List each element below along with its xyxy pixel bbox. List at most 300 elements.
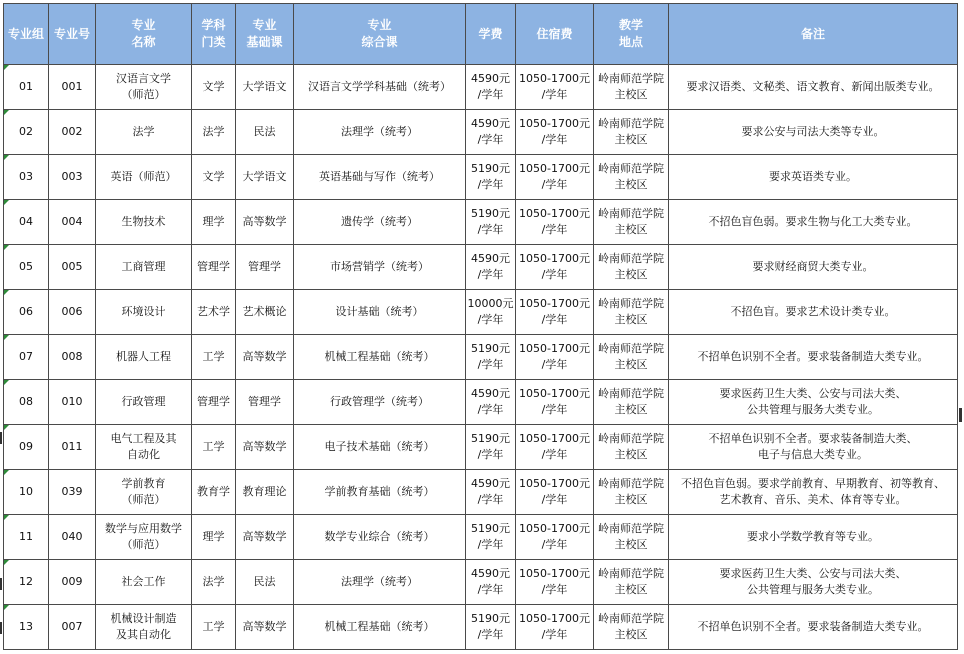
table-row xyxy=(4,110,958,155)
cell-location[interactable] xyxy=(594,65,669,110)
cell-comprehensive[interactable] xyxy=(294,155,466,200)
cell-code[interactable] xyxy=(49,560,96,605)
cell-basic-text: 管理学 xyxy=(248,260,281,273)
cell-remarks[interactable] xyxy=(669,65,958,110)
cell-tuition-line: 4590元 xyxy=(471,387,510,400)
cell-lodging-line: /学年 xyxy=(541,88,568,101)
cell-lodging-line: /学年 xyxy=(541,403,568,416)
cell-basic-text: 民法 xyxy=(253,125,276,138)
cell-tuition-line: /学年 xyxy=(477,268,504,281)
cell-basic-text: 高等数学 xyxy=(242,350,287,363)
cell-tuition-line: 4590元 xyxy=(471,72,510,85)
cell-group[interactable] xyxy=(4,245,49,290)
cell-tuition-line: 5190元 xyxy=(471,207,510,220)
header-remarks[interactable] xyxy=(669,4,958,65)
cell-location[interactable] xyxy=(594,470,669,515)
cell-lodging-line: 1050-1700元 xyxy=(519,117,590,130)
cell-comprehensive-text: 遗传学（统考） xyxy=(341,215,418,228)
cell-name-line: 环境设计 xyxy=(121,305,166,318)
cell-name[interactable] xyxy=(96,605,192,650)
table-body xyxy=(4,65,958,650)
cell-name-line: 工商管理 xyxy=(121,260,166,273)
cell-tuition-line: 5190元 xyxy=(471,522,510,535)
cell-comprehensive-text: 设计基础（统考） xyxy=(335,305,424,318)
cell-group[interactable] xyxy=(4,380,49,425)
cell-group-text: 05 xyxy=(19,260,33,273)
cell-group[interactable] xyxy=(4,65,49,110)
cell-group-text: 11 xyxy=(19,530,33,543)
cell-code-text: 007 xyxy=(61,620,83,633)
cell-tuition-line: /学年 xyxy=(477,448,504,461)
cell-location-line: 主校区 xyxy=(614,358,648,371)
cell-lodging[interactable] xyxy=(516,605,594,650)
cell-tuition[interactable] xyxy=(466,605,516,650)
cell-comprehensive-text: 电子技术基础（统考） xyxy=(324,440,435,453)
cell-group[interactable] xyxy=(4,290,49,335)
cell-group[interactable] xyxy=(4,515,49,560)
cell-remarks-line: 公共管理与服务大类专业。 xyxy=(747,403,879,416)
cell-group[interactable] xyxy=(4,425,49,470)
cell-group[interactable] xyxy=(4,155,49,200)
cell-remarks-line: 不招单色识别不全者。要求装备制造大类、 xyxy=(708,432,918,445)
cell-basic[interactable] xyxy=(236,560,294,605)
cell-basic[interactable] xyxy=(236,155,294,200)
header-name-line: 专业 xyxy=(131,18,156,32)
cell-name-line: 及其自动化 xyxy=(116,628,171,641)
edge-mark-left-2 xyxy=(0,578,2,590)
cell-lodging[interactable] xyxy=(516,110,594,155)
cell-basic[interactable] xyxy=(236,245,294,290)
cell-group-text: 04 xyxy=(19,215,33,228)
cell-lodging[interactable] xyxy=(516,515,594,560)
cell-remarks-line: 不招色盲。要求艺术设计类专业。 xyxy=(730,305,896,318)
cell-name[interactable] xyxy=(96,290,192,335)
cell-group-text: 10 xyxy=(19,485,33,498)
cell-lodging-line: /学年 xyxy=(541,268,568,281)
cell-lodging-line: 1050-1700元 xyxy=(519,207,590,220)
cell-location[interactable] xyxy=(594,605,669,650)
cell-comprehensive[interactable] xyxy=(294,110,466,155)
cell-category-text: 管理学 xyxy=(197,395,230,408)
cell-category[interactable] xyxy=(192,425,236,470)
cell-group[interactable] xyxy=(4,560,49,605)
cell-tuition[interactable] xyxy=(466,425,516,470)
cell-name[interactable] xyxy=(96,470,192,515)
cell-basic-text: 高等数学 xyxy=(242,440,287,453)
cell-lodging-line: 1050-1700元 xyxy=(519,567,590,580)
cell-category-text: 管理学 xyxy=(197,260,230,273)
cell-remarks-line: 要求汉语类、文秘类、语文教育、新闻出版类专业。 xyxy=(686,80,940,93)
cell-code-text: 005 xyxy=(61,260,83,273)
cell-name-line: 汉语言文学 xyxy=(116,72,171,85)
cell-location[interactable] xyxy=(594,290,669,335)
cell-remarks[interactable] xyxy=(669,380,958,425)
cell-remarks[interactable] xyxy=(669,515,958,560)
cell-lodging-line: /学年 xyxy=(541,133,568,146)
cell-location[interactable] xyxy=(594,380,669,425)
cell-basic[interactable] xyxy=(236,515,294,560)
cell-tuition-line: /学年 xyxy=(477,178,504,191)
cell-category[interactable] xyxy=(192,605,236,650)
header-tuition[interactable] xyxy=(466,4,516,65)
cell-category-text: 文学 xyxy=(202,80,225,93)
cell-remarks-line: 要求小学数学教育等专业。 xyxy=(747,530,879,543)
cell-group-text: 07 xyxy=(19,350,33,363)
cell-code[interactable] xyxy=(49,245,96,290)
cell-remarks[interactable] xyxy=(669,560,958,605)
cell-basic[interactable] xyxy=(236,335,294,380)
cell-comprehensive-text: 法理学（统考） xyxy=(341,575,418,588)
table-row xyxy=(4,335,958,380)
cell-location-line: 岭南师范学院 xyxy=(598,432,664,445)
cell-group[interactable] xyxy=(4,470,49,515)
cell-code[interactable] xyxy=(49,470,96,515)
cell-basic[interactable] xyxy=(236,65,294,110)
table-row xyxy=(4,290,958,335)
cell-code-text: 011 xyxy=(61,440,83,453)
cell-name[interactable] xyxy=(96,65,192,110)
cell-comprehensive[interactable] xyxy=(294,560,466,605)
cell-basic-text: 大学语文 xyxy=(242,80,287,93)
cell-name[interactable] xyxy=(96,155,192,200)
cell-tuition-line: 5190元 xyxy=(471,162,510,175)
cell-location[interactable] xyxy=(594,335,669,380)
cell-lodging[interactable] xyxy=(516,245,594,290)
cell-remarks-line: 要求医药卫生大类、公安与司法大类、 xyxy=(719,387,907,400)
cell-group-text: 02 xyxy=(19,125,33,138)
cell-lodging[interactable] xyxy=(516,425,594,470)
table-row xyxy=(4,65,958,110)
cell-lodging[interactable] xyxy=(516,155,594,200)
cell-group[interactable] xyxy=(4,335,49,380)
cell-basic[interactable] xyxy=(236,200,294,245)
cell-basic[interactable] xyxy=(236,380,294,425)
cell-comprehensive[interactable] xyxy=(294,290,466,335)
cell-name-line: 学前教育 xyxy=(121,477,166,490)
cell-category-text: 工学 xyxy=(202,440,225,453)
cell-group[interactable] xyxy=(4,110,49,155)
cell-name[interactable] xyxy=(96,110,192,155)
cell-remarks[interactable] xyxy=(669,335,958,380)
cell-tuition-line: /学年 xyxy=(477,403,504,416)
cell-category[interactable] xyxy=(192,65,236,110)
cell-comprehensive[interactable] xyxy=(294,605,466,650)
cell-code-text: 008 xyxy=(61,350,83,363)
cell-remarks-line: 不招单色识别不全者。要求装备制造大类专业。 xyxy=(697,350,929,363)
cell-code[interactable] xyxy=(49,515,96,560)
cell-lodging-line: /学年 xyxy=(541,628,568,641)
cell-basic-text: 高等数学 xyxy=(242,215,287,228)
cell-group-text: 03 xyxy=(19,170,33,183)
header-comprehensive-line: 综合课 xyxy=(361,35,398,49)
cell-lodging[interactable] xyxy=(516,290,594,335)
edge-mark-left-1 xyxy=(0,432,2,444)
cell-category[interactable] xyxy=(192,245,236,290)
cell-lodging-line: /学年 xyxy=(541,493,568,506)
header-basic[interactable] xyxy=(236,4,294,65)
cell-comprehensive-text: 英语基础与写作（统考） xyxy=(319,170,440,183)
cell-comprehensive[interactable] xyxy=(294,335,466,380)
cell-code[interactable] xyxy=(49,380,96,425)
header-remarks-line: 备注 xyxy=(800,26,825,41)
cell-code[interactable] xyxy=(49,110,96,155)
cell-location-line: 岭南师范学院 xyxy=(598,477,664,490)
cell-tuition[interactable] xyxy=(466,245,516,290)
cell-basic-text: 大学语文 xyxy=(242,170,287,183)
cell-location-line: 主校区 xyxy=(614,583,648,596)
cell-name[interactable] xyxy=(96,200,192,245)
cell-remarks[interactable] xyxy=(669,470,958,515)
cell-code[interactable] xyxy=(49,65,96,110)
cell-location[interactable] xyxy=(594,155,669,200)
cell-basic[interactable] xyxy=(236,605,294,650)
table-row xyxy=(4,605,958,650)
cell-comprehensive-text: 数学专业综合（统考） xyxy=(324,530,435,543)
cell-comprehensive-text: 学前教育基础（统考） xyxy=(324,485,435,498)
cell-category[interactable] xyxy=(192,335,236,380)
edge-mark-right xyxy=(959,408,962,422)
header-location-line: 地点 xyxy=(618,35,643,49)
cell-comprehensive-text: 法理学（统考） xyxy=(341,125,418,138)
table-row xyxy=(4,380,958,425)
cell-name[interactable] xyxy=(96,380,192,425)
cell-name-line: 电气工程及其 xyxy=(110,432,177,445)
cell-tuition[interactable] xyxy=(466,560,516,605)
header-location-line: 教学 xyxy=(618,18,643,32)
cell-tuition[interactable] xyxy=(466,380,516,425)
cell-location[interactable] xyxy=(594,560,669,605)
cell-code-text: 039 xyxy=(61,485,83,498)
cell-basic-text: 教育理论 xyxy=(242,485,287,498)
cell-code-text: 002 xyxy=(61,125,83,138)
cell-name-line: 社会工作 xyxy=(121,575,166,588)
cell-name-line: 自动化 xyxy=(127,448,160,461)
table-row xyxy=(4,470,958,515)
cell-tuition-line: /学年 xyxy=(477,583,504,596)
cell-category[interactable] xyxy=(192,200,236,245)
cell-location-line: 主校区 xyxy=(614,88,648,101)
cell-code-text: 040 xyxy=(61,530,83,543)
cell-group[interactable] xyxy=(4,200,49,245)
cell-comprehensive-text: 行政管理学（统考） xyxy=(330,395,429,408)
cell-lodging[interactable] xyxy=(516,560,594,605)
header-name-line: 名称 xyxy=(131,35,156,49)
cell-basic-text: 民法 xyxy=(253,575,276,588)
cell-tuition[interactable] xyxy=(466,335,516,380)
cell-basic[interactable] xyxy=(236,470,294,515)
cell-location[interactable] xyxy=(594,110,669,155)
cell-code-text: 006 xyxy=(61,305,83,318)
cell-category-text: 工学 xyxy=(202,620,225,633)
header-basic-line: 基础课 xyxy=(246,35,283,49)
cell-basic-text: 艺术概论 xyxy=(242,305,287,318)
cell-lodging-line: /学年 xyxy=(541,358,568,371)
cell-location-line: 主校区 xyxy=(614,538,648,551)
cell-location[interactable] xyxy=(594,245,669,290)
cell-tuition[interactable] xyxy=(466,155,516,200)
cell-category-text: 工学 xyxy=(202,350,225,363)
cell-remarks[interactable] xyxy=(669,290,958,335)
cell-tuition-line: 4590元 xyxy=(471,117,510,130)
cell-location[interactable] xyxy=(594,425,669,470)
cell-location-line: 岭南师范学院 xyxy=(598,567,664,580)
cell-group[interactable] xyxy=(4,605,49,650)
header-location[interactable] xyxy=(594,4,669,65)
cell-location-line: 岭南师范学院 xyxy=(598,252,664,265)
header-name[interactable] xyxy=(96,4,192,65)
cell-lodging[interactable] xyxy=(516,65,594,110)
cell-lodging-line: 1050-1700元 xyxy=(519,297,590,310)
cell-comprehensive[interactable] xyxy=(294,425,466,470)
cell-name[interactable] xyxy=(96,515,192,560)
cell-lodging-line: 1050-1700元 xyxy=(519,252,590,265)
cell-comprehensive[interactable] xyxy=(294,515,466,560)
cell-code[interactable] xyxy=(49,425,96,470)
cell-location-line: 主校区 xyxy=(614,403,648,416)
cell-remarks-line: 不招色盲色弱。要求学前教育、早期教育、初等教育、 xyxy=(681,477,945,490)
cell-code[interactable] xyxy=(49,200,96,245)
header-code[interactable] xyxy=(49,4,96,65)
cell-tuition[interactable] xyxy=(466,290,516,335)
cell-lodging-line: 1050-1700元 xyxy=(519,162,590,175)
cell-group-text: 01 xyxy=(19,80,33,93)
cell-tuition-line: /学年 xyxy=(477,493,504,506)
cell-lodging-line: 1050-1700元 xyxy=(519,432,590,445)
cell-location-line: 主校区 xyxy=(614,313,648,326)
cell-comprehensive[interactable] xyxy=(294,380,466,425)
cell-name[interactable] xyxy=(96,335,192,380)
cell-lodging-line: 1050-1700元 xyxy=(519,522,590,535)
cell-lodging-line: /学年 xyxy=(541,583,568,596)
cell-name-line: 行政管理 xyxy=(121,395,166,408)
cell-location-line: 主校区 xyxy=(614,133,648,146)
cell-comprehensive[interactable] xyxy=(294,470,466,515)
cell-basic[interactable] xyxy=(236,425,294,470)
cell-tuition-line: 5190元 xyxy=(471,342,510,355)
cell-lodging[interactable] xyxy=(516,200,594,245)
cell-comprehensive-text: 机械工程基础（统考） xyxy=(324,620,435,633)
edge-mark-left-3 xyxy=(0,622,2,634)
cell-name-line: （师范） xyxy=(121,538,166,551)
cell-category[interactable] xyxy=(192,110,236,155)
cell-comprehensive[interactable] xyxy=(294,245,466,290)
cell-group-text: 12 xyxy=(19,575,33,588)
cell-tuition[interactable] xyxy=(466,110,516,155)
cell-location-line: 主校区 xyxy=(614,493,648,506)
cell-tuition[interactable] xyxy=(466,470,516,515)
cell-lodging-line: /学年 xyxy=(541,178,568,191)
cell-comprehensive-text: 汉语言文学学科基础（统考） xyxy=(308,80,451,93)
cell-location[interactable] xyxy=(594,515,669,560)
table-row xyxy=(4,515,958,560)
table-row xyxy=(4,425,958,470)
cell-lodging-line: /学年 xyxy=(541,448,568,461)
cell-lodging-line: 1050-1700元 xyxy=(519,477,590,490)
cell-category[interactable] xyxy=(192,515,236,560)
cell-name-line: 法学 xyxy=(132,125,155,138)
cell-code[interactable] xyxy=(49,605,96,650)
cell-name-line: （师范） xyxy=(121,493,166,506)
cell-remarks[interactable] xyxy=(669,155,958,200)
cell-category[interactable] xyxy=(192,380,236,425)
cell-location-line: 岭南师范学院 xyxy=(598,342,664,355)
cell-remarks-line: 要求财经商贸大类专业。 xyxy=(752,260,874,273)
cell-name-line: （师范） xyxy=(121,88,166,101)
majors-table xyxy=(3,3,958,650)
cell-tuition-line: /学年 xyxy=(477,358,504,371)
cell-tuition-line: 5190元 xyxy=(471,432,510,445)
cell-category[interactable] xyxy=(192,560,236,605)
cell-location-line: 岭南师范学院 xyxy=(598,387,664,400)
cell-name[interactable] xyxy=(96,245,192,290)
cell-location-line: 岭南师范学院 xyxy=(598,72,664,85)
cell-location-line: 岭南师范学院 xyxy=(598,297,664,310)
cell-lodging[interactable] xyxy=(516,335,594,380)
cell-code[interactable] xyxy=(49,290,96,335)
cell-basic[interactable] xyxy=(236,110,294,155)
header-category[interactable] xyxy=(192,4,236,65)
cell-comprehensive[interactable] xyxy=(294,200,466,245)
cell-tuition[interactable] xyxy=(466,200,516,245)
cell-name-line: 机械设计制造 xyxy=(110,612,177,625)
spreadsheet xyxy=(3,3,957,650)
table-row xyxy=(4,155,958,200)
cell-tuition-line: 4590元 xyxy=(471,252,510,265)
cell-category[interactable] xyxy=(192,470,236,515)
cell-lodging[interactable] xyxy=(516,380,594,425)
cell-category-text: 艺术学 xyxy=(197,305,230,318)
cell-remarks[interactable] xyxy=(669,605,958,650)
header-comprehensive[interactable] xyxy=(294,4,466,65)
cell-category-text: 法学 xyxy=(202,125,225,138)
cell-lodging-line: 1050-1700元 xyxy=(519,612,590,625)
cell-lodging[interactable] xyxy=(516,470,594,515)
cell-remarks-line: 要求医药卫生大类、公安与司法大类、 xyxy=(719,567,907,580)
cell-code-text: 001 xyxy=(61,80,83,93)
cell-lodging-line: /学年 xyxy=(541,223,568,236)
cell-location-line: 主校区 xyxy=(614,223,648,236)
cell-tuition[interactable] xyxy=(466,65,516,110)
cell-tuition-line: /学年 xyxy=(477,88,504,101)
cell-name-line: 机器人工程 xyxy=(116,350,171,363)
header-row xyxy=(4,4,958,65)
header-lodging-line: 住宿费 xyxy=(536,26,573,41)
cell-lodging-line: 1050-1700元 xyxy=(519,387,590,400)
header-group[interactable] xyxy=(4,4,49,65)
cell-remarks[interactable] xyxy=(669,245,958,290)
header-lodging[interactable] xyxy=(516,4,594,65)
cell-tuition[interactable] xyxy=(466,515,516,560)
cell-comprehensive[interactable] xyxy=(294,65,466,110)
cell-name[interactable] xyxy=(96,560,192,605)
cell-location[interactable] xyxy=(594,200,669,245)
header-code-line: 专业号 xyxy=(53,26,90,41)
cell-location-line: 岭南师范学院 xyxy=(598,522,664,535)
cell-basic[interactable] xyxy=(236,290,294,335)
cell-code[interactable] xyxy=(49,155,96,200)
cell-category-text: 理学 xyxy=(202,530,225,543)
cell-remarks[interactable] xyxy=(669,200,958,245)
cell-category[interactable] xyxy=(192,290,236,335)
cell-category[interactable] xyxy=(192,155,236,200)
cell-location-line: 主校区 xyxy=(614,268,648,281)
cell-remarks[interactable] xyxy=(669,425,958,470)
cell-name[interactable] xyxy=(96,425,192,470)
cell-code[interactable] xyxy=(49,335,96,380)
cell-basic-text: 高等数学 xyxy=(242,620,287,633)
cell-remarks[interactable] xyxy=(669,110,958,155)
cell-tuition-line: 10000元 xyxy=(467,297,514,310)
